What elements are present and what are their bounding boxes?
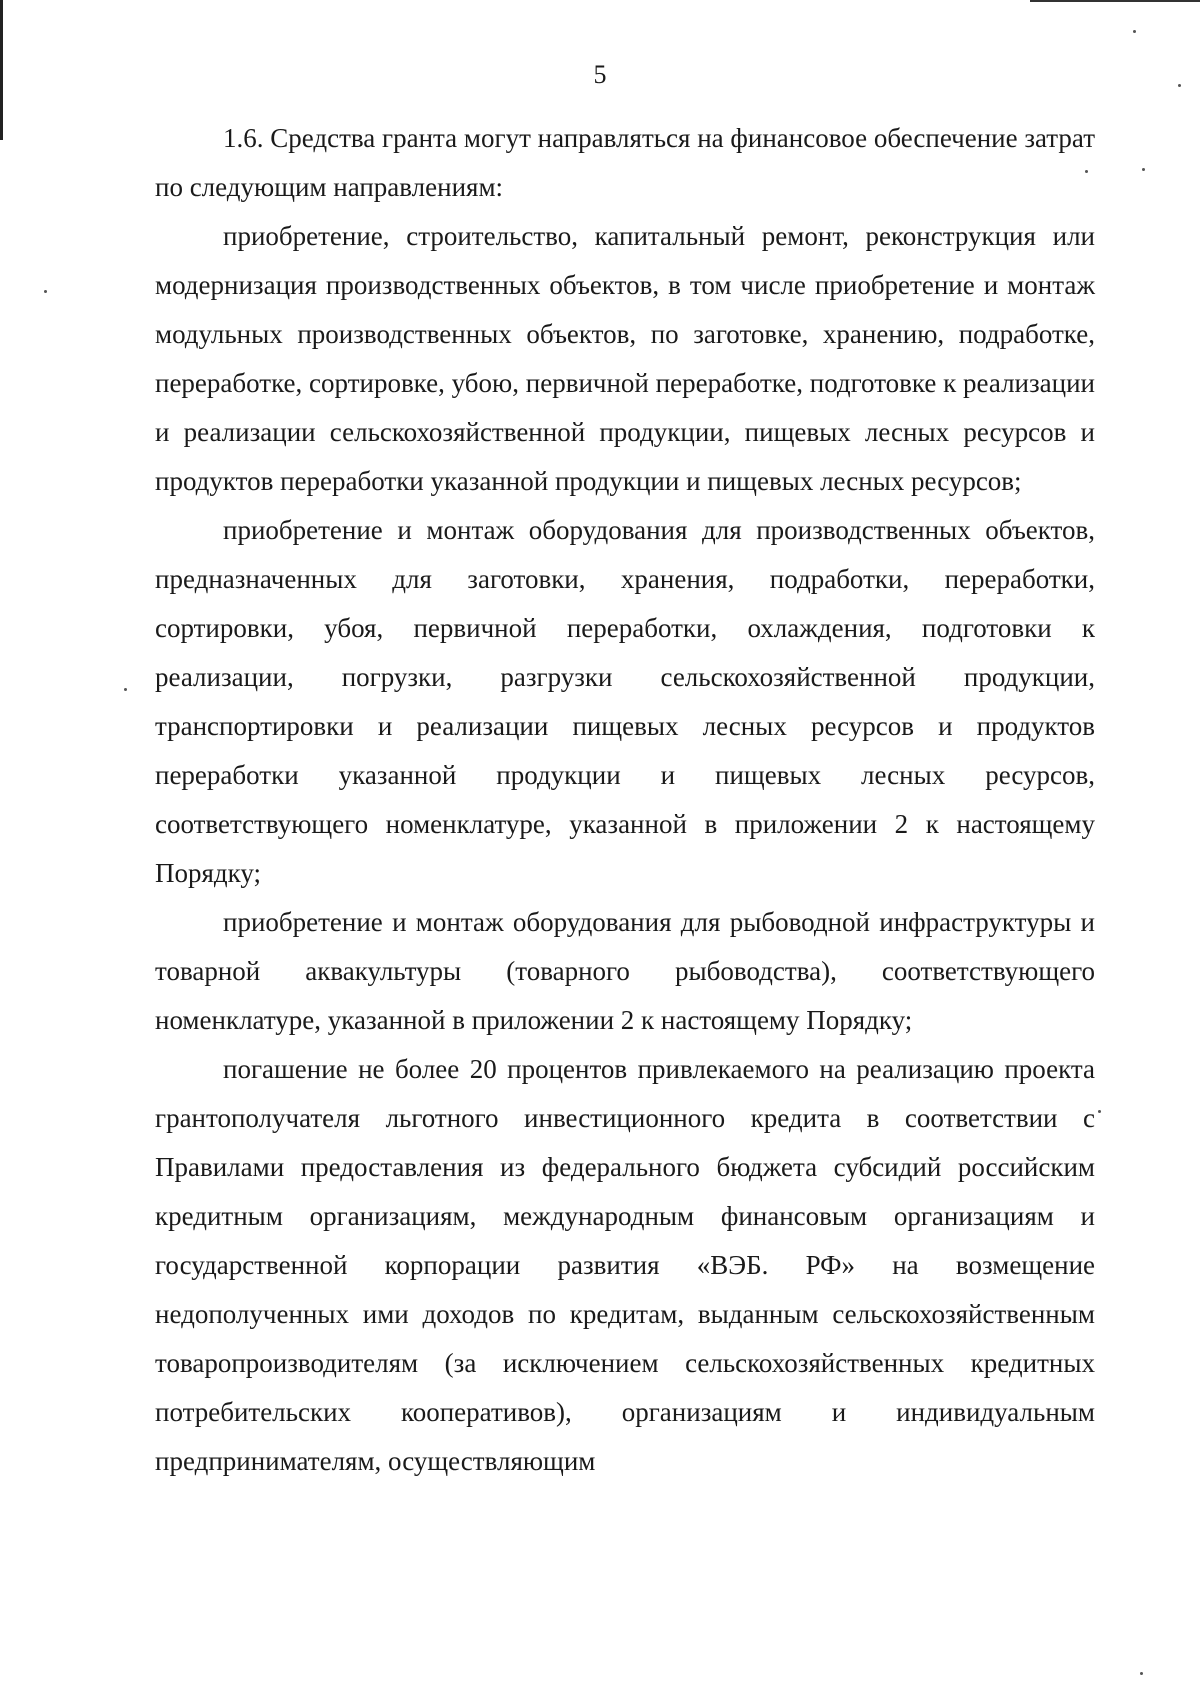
scan-speck xyxy=(1140,1672,1143,1675)
paragraph-equipment-production: приобретение и монтаж оборудования для производственных объектов, предназначенных для заготовки, хранения, подработки, переработки, сортировки, убоя, первичной переработки, охлаждения, подготовки к реализации, погрузки, разгрузки сельскохозяйственной продукции, транспортировки и реализации пищевых лесных ресурсов и продуктов переработки указанной продукции и пищевых лесных ресурсов, соответствующего номенклатуре, указанной в приложении 2 к настоящему Порядку; xyxy=(155,515,1095,888)
page-number: 5 xyxy=(593,60,607,89)
paragraph-1-6-intro: 1.6. Средства гранта могут направляться на финансовое обеспечение затрат по следующим направлениям: xyxy=(155,123,1095,202)
scan-speck xyxy=(1098,1110,1101,1113)
scan-speck xyxy=(124,688,127,691)
document-body xyxy=(155,114,1095,1486)
paragraph-construction: приобретение, строительство, капитальный ремонт, реконструкция или модернизация производственных объектов, в том числе приобретение и монтаж модульных производственных объектов, по заготовке, хранению, подработке, переработке, сортировке, убою, первичной переработке, подготовке к реализации и реализации сельскохозяйственной продукции, пищевых лесных ресурсов и продуктов переработки указанной продукции и пищевых лесных ресурсов; xyxy=(155,221,1095,496)
scan-speck xyxy=(1133,30,1136,33)
scan-edge-top xyxy=(1030,0,1200,2)
paragraph-credit-repayment: погашение не более 20 процентов привлекаемого на реализацию проекта грантополучателя льготного инвестиционного кредита в соответствии с Правилами предоставления из федерального бюджета субсидий российским кредитным организациям, международным финансовым организациям и государственной корпорации развития «ВЭБ. РФ» на возмещение недополученных ими доходов по кредитам, выданным сельскохозяйственным товаропроизводителям (за исключением сельскохозяйственных кредитных потребительских кооперативов), организациям и индивидуальным предпринимателям, осуществляющим xyxy=(155,1054,1095,1476)
paragraph-equipment-fish: приобретение и монтаж оборудования для рыбоводной инфраструктуры и товарной аквакультуры (товарного рыбоводства), соответствующего номенклатуре, указанной в приложении 2 к настоящему Порядку; xyxy=(155,907,1095,1035)
scan-speck xyxy=(1142,168,1145,171)
scan-speck xyxy=(44,290,47,293)
